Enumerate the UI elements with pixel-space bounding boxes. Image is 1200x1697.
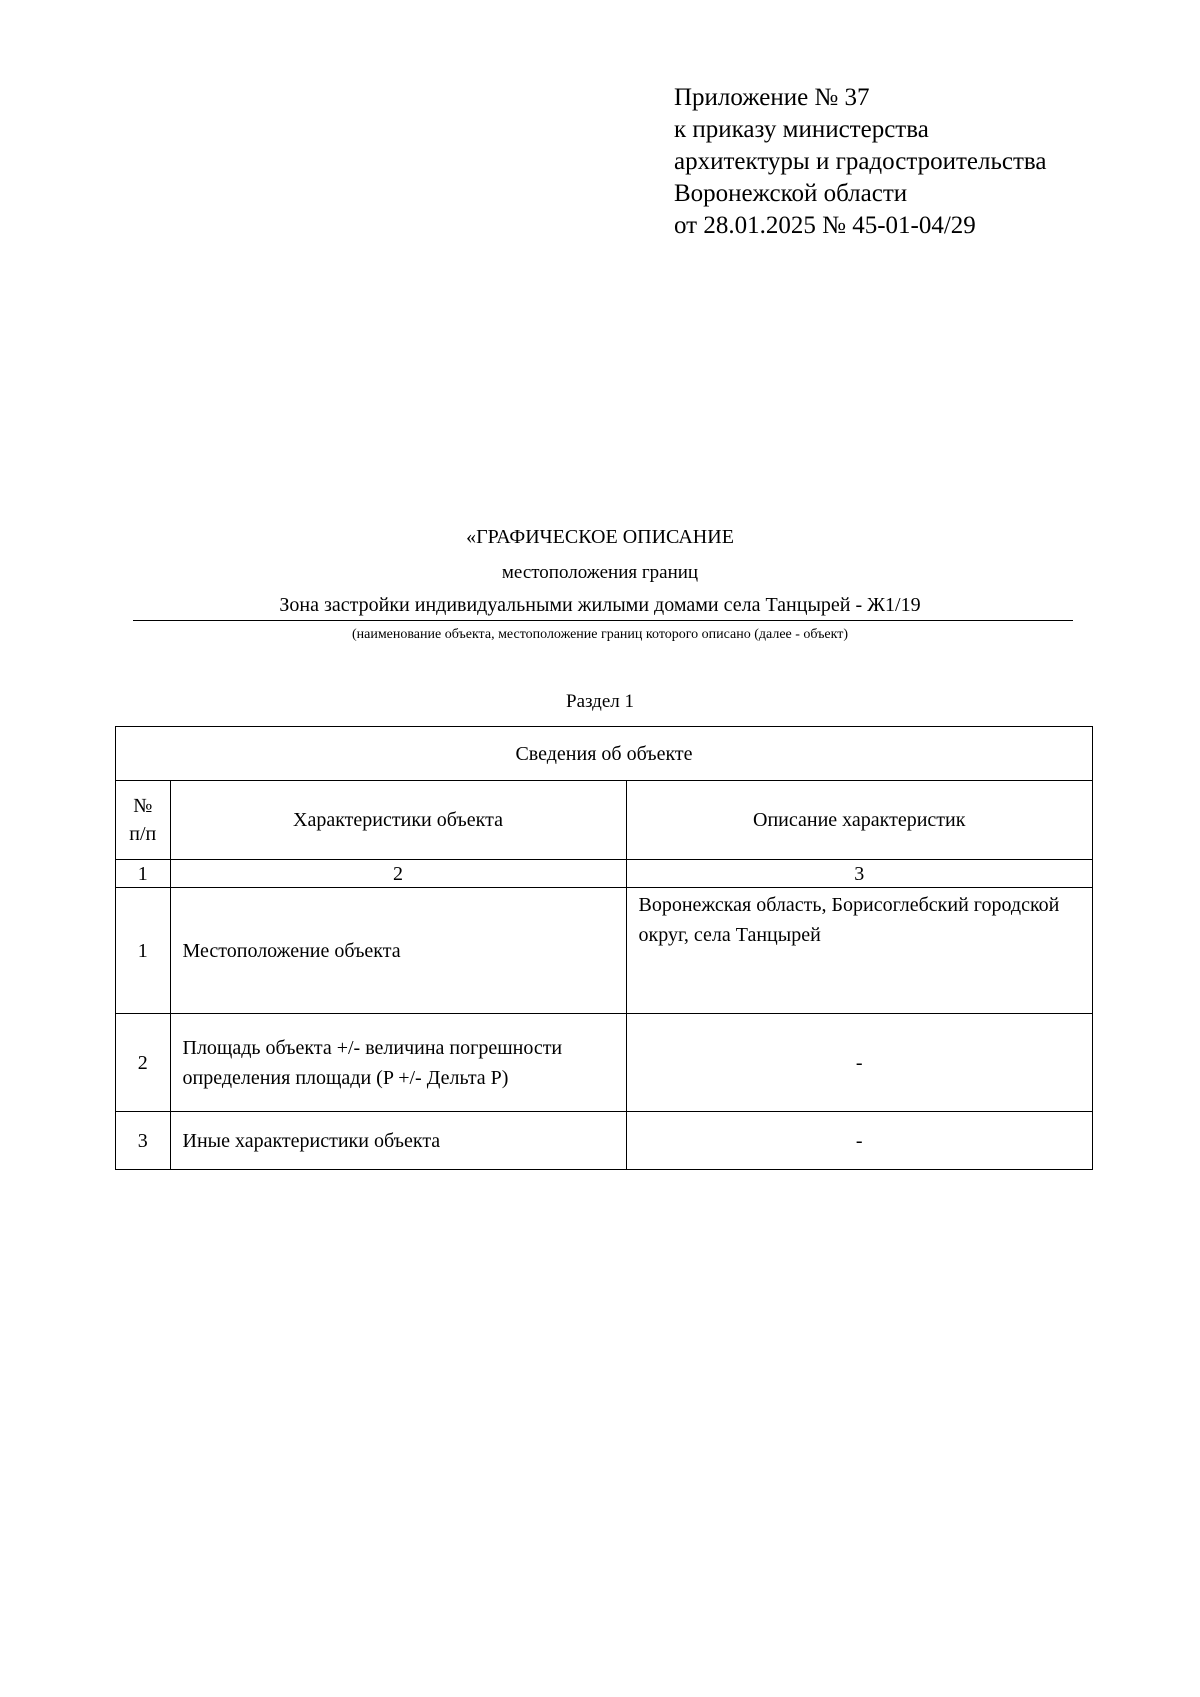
row-number: 2	[116, 1014, 171, 1112]
object-name: Зона застройки индивидуальными жилыми домами села Танцырей - Ж1/19	[279, 594, 921, 616]
table-header-row	[116, 781, 1093, 860]
table-caption: Сведения об объекте	[116, 727, 1093, 781]
row-description: -	[626, 1112, 1093, 1170]
header-number-line1: №	[133, 795, 153, 817]
document-title: «ГРАФИЧЕСКОЕ ОПИСАНИЕ	[466, 526, 734, 548]
table-row	[116, 1112, 1093, 1170]
appendix-line: от 28.01.2025 № 45-01-04/29	[674, 212, 976, 239]
column-numbers-row	[116, 860, 1093, 888]
row-description: -	[626, 1014, 1093, 1112]
header-number	[116, 781, 171, 860]
row-characteristic: Иные характеристики объекта	[170, 1112, 626, 1170]
column-number: 1	[116, 860, 171, 888]
row-number: 1	[116, 888, 171, 1014]
appendix-line: к приказу министерства	[674, 116, 929, 143]
object-info-table	[115, 726, 1093, 1170]
object-name-underline	[133, 620, 1073, 621]
document-subtitle: местоположения границ	[501, 562, 699, 583]
row-characteristic: Местоположение объекта	[170, 888, 626, 1014]
row-description: Воронежская область, Борисоглебский городской округ, села Танцырей	[626, 888, 1093, 1014]
table-row	[116, 1014, 1093, 1112]
table-caption-row	[116, 727, 1093, 781]
header-characteristic: Характеристики объекта	[170, 781, 626, 860]
appendix-block	[674, 82, 1046, 242]
header-number-line2: п/п	[129, 823, 157, 845]
row-number: 3	[116, 1112, 171, 1170]
appendix-line: Воронежской области	[674, 180, 908, 207]
header-description: Описание характеристик	[626, 781, 1093, 860]
column-number: 2	[170, 860, 626, 888]
appendix-line: Приложение № 37	[674, 84, 870, 111]
row-characteristic: Площадь объекта +/- величина погрешности определения площади (P +/- Дельта P)	[170, 1014, 626, 1112]
section-title: Раздел 1	[566, 691, 634, 712]
column-number: 3	[626, 860, 1093, 888]
object-name-caption: (наименование объекта, местоположение границ которого описано (далее - объект)	[351, 627, 849, 642]
appendix-line: архитектуры и градостроительства	[674, 148, 1047, 175]
table-row	[116, 888, 1093, 1014]
